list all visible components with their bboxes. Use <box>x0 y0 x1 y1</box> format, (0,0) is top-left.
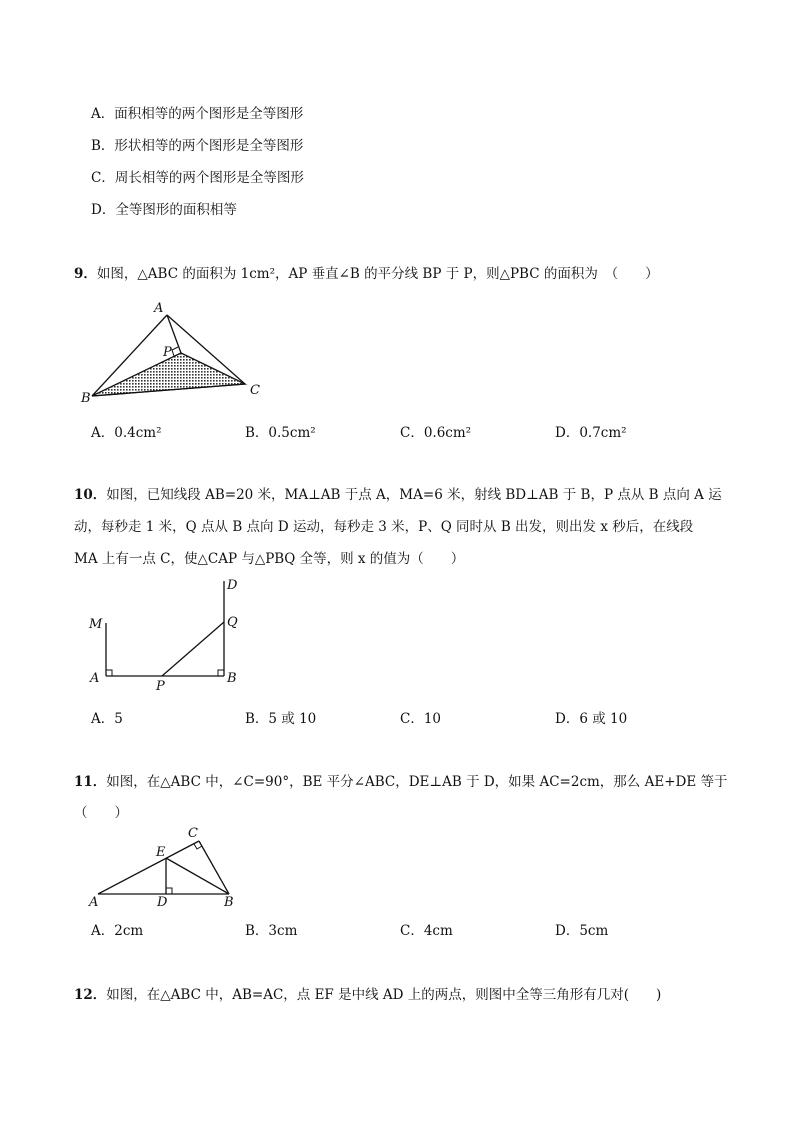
q10-number: 10． <box>74 487 107 503</box>
q11-option-a: A．2cm <box>91 923 144 939</box>
q9-option-c: C．0.6cm² <box>400 425 472 441</box>
q12-stem <box>74 983 661 1003</box>
q9-figure <box>78 296 278 408</box>
q8-option-c: C．周长相等的两个图形是全等图形 <box>91 170 304 186</box>
q8-option-d: D．全等图形的面积相等 <box>91 202 237 218</box>
q9-label-b: B <box>81 391 91 406</box>
q11-right-angle-d <box>166 888 172 894</box>
q11-label-e: E <box>156 845 166 860</box>
q9-label-a: A <box>154 301 164 316</box>
q9-label-c: C <box>250 383 260 398</box>
q11-stem-line-1 <box>74 770 728 790</box>
q10-option-c: C．10 <box>400 711 442 727</box>
q11-label-a: A <box>89 895 99 910</box>
q10-right-angle-a <box>106 670 112 676</box>
q9-option-d: D．0.7cm² <box>555 425 627 441</box>
q10-figure <box>85 576 250 694</box>
q11-option-d: D．5cm <box>555 923 609 939</box>
q10-label-a: A <box>90 671 100 686</box>
q10-text-1: 如图，已知线段 AB=20 米，MA⊥AB 于点 A，MA=6 米，射线 BD⊥AB 于 B，P 点从 B 点向 A 运 <box>106 487 722 503</box>
q11-stem-line-2: （ ） <box>74 805 128 821</box>
q11-figure <box>86 822 246 910</box>
q11-text-1: 如图，在△ABC 中，∠C=90°，BE 平分∠ABC，DE⊥AB 于 D，如果 AC=2cm，那么 AE+DE 等于 <box>106 774 728 790</box>
q11-option-c: C．4cm <box>400 923 453 939</box>
q10-option-a: A．5 <box>91 711 123 727</box>
q9-text: 如图，△ABC 的面积为 1cm²，AP 垂直∠B 的平分线 BP 于 P，则△PBC 的面积为 （ ） <box>96 266 659 282</box>
q9-option-a: A．0.4cm² <box>91 425 162 441</box>
q10-segment-pq <box>162 622 224 676</box>
q11-label-d: D <box>157 895 168 910</box>
q10-option-d: D．6 或 10 <box>555 711 628 727</box>
q10-label-b: B <box>227 671 237 686</box>
q11-label-b: B <box>224 895 234 910</box>
q12-number: 12． <box>74 987 107 1003</box>
q9-label-p: P <box>163 345 172 360</box>
q10-stem-line-1 <box>74 483 722 503</box>
q12-text: 如图，在△ABC 中，AB=AC，点 EF 是中线 AD 上的两点，则图中全等三角形有几对( ) <box>106 987 662 1003</box>
q8-option-a: A．面积相等的两个图形是全等图形 <box>91 106 304 122</box>
q10-label-m: M <box>89 617 103 632</box>
q9-number: 9． <box>74 266 97 282</box>
q9-stem <box>74 262 659 282</box>
q10-label-p: P <box>156 679 165 694</box>
q10-stem-line-2: 动，每秒走 1 米，Q 点从 B 点向 D 运动，每秒走 3 米，P、Q 同时从 B 出发，则出发 x 秒后，在线段 <box>74 519 694 535</box>
q10-option-b: B．5 或 10 <box>245 711 317 727</box>
q10-label-d: D <box>227 578 238 593</box>
q10-label-q: Q <box>227 615 238 630</box>
q11-option-b: B．3cm <box>245 923 298 939</box>
q9-option-b: B．0.5cm² <box>245 425 316 441</box>
q10-stem-line-3: MA 上有一点 C，使△CAP 与△PBQ 全等，则 x 的值为（ ） <box>74 551 465 567</box>
q8-option-b: B．形状相等的两个图形是全等图形 <box>91 138 304 154</box>
q10-right-angle-b <box>218 670 224 676</box>
q11-number: 11． <box>74 774 107 790</box>
q11-label-c: C <box>188 826 198 841</box>
